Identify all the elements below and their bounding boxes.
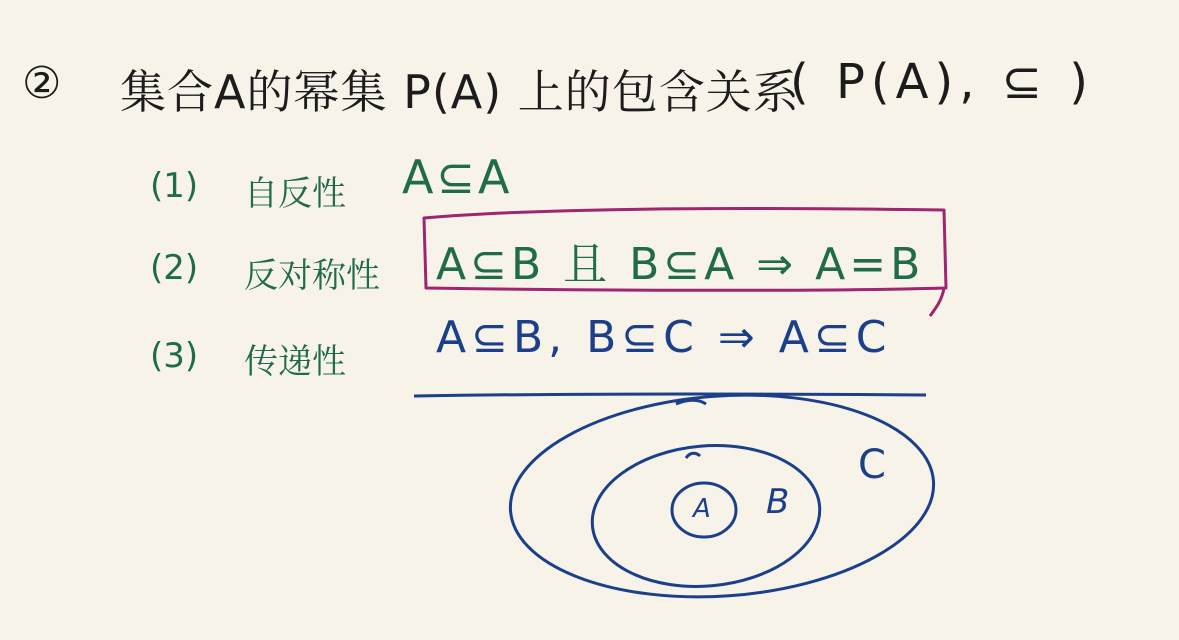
property-1-name: 自反性 [244, 174, 346, 214]
property-2-formula: A⊆B 且 B⊆A ⇒ A=B [436, 239, 925, 290]
venn-circle-c-tick [676, 400, 706, 404]
venn-label-c: C [858, 442, 886, 488]
heading-poset-pair: ( P(A), ⊆ ) [790, 54, 1094, 110]
heading-number: ② [22, 58, 62, 109]
venn-circle-b-tick [686, 453, 700, 458]
venn-circle-c [504, 381, 941, 610]
venn-label-b: B [766, 482, 790, 522]
property-1-formula: A⊆A [402, 150, 513, 204]
property-2-index: (2) [150, 248, 199, 288]
property-2-name: 反对称性 [244, 256, 380, 296]
property-3-formula: A⊆B, B⊆C ⇒ A⊆C [436, 312, 892, 363]
venn-label-a: A [693, 494, 711, 524]
highlight-box-tail [930, 288, 944, 316]
property-1-index: (1) [150, 166, 199, 206]
property-3-name: 传递性 [244, 342, 346, 382]
heading-title: 集合A的幂集 P(A) 上的包含关系 [120, 65, 800, 119]
property-3-index: (3) [150, 336, 199, 376]
separator-line [414, 394, 926, 396]
